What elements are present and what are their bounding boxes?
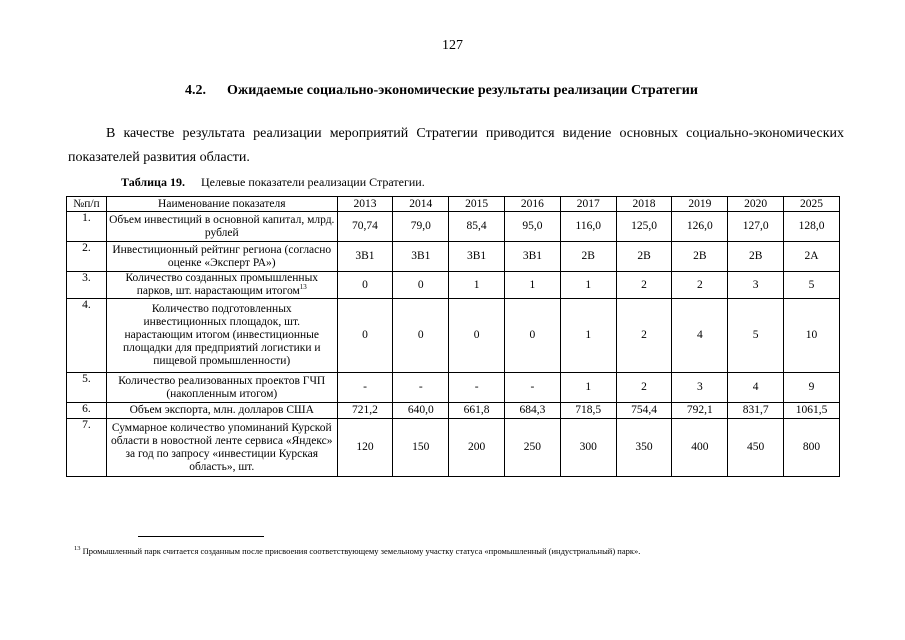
value-cell: 95,0 bbox=[505, 212, 561, 242]
row-number: 5. bbox=[67, 373, 107, 403]
value-cell: 300 bbox=[560, 419, 616, 477]
value-cell: 2 bbox=[616, 373, 672, 403]
page-number: 127 bbox=[442, 38, 463, 53]
value-cell: 1 bbox=[449, 272, 505, 299]
value-cell: 70,74 bbox=[337, 212, 393, 242]
column-header: №п/п bbox=[67, 197, 107, 212]
indicator-name bbox=[106, 419, 337, 477]
value-cell: - bbox=[505, 373, 561, 403]
value-cell: 4 bbox=[728, 373, 784, 403]
value-cell: 2B bbox=[728, 242, 784, 272]
row-number: 6. bbox=[67, 403, 107, 419]
section-heading bbox=[185, 83, 698, 99]
value-cell: 0 bbox=[449, 299, 505, 373]
value-cell: 3B1 bbox=[449, 242, 505, 272]
footnote-divider bbox=[138, 536, 264, 537]
value-cell: 116,0 bbox=[560, 212, 616, 242]
value-cell: 126,0 bbox=[672, 212, 728, 242]
column-header: 2016 bbox=[505, 197, 561, 212]
value-cell: 2 bbox=[672, 272, 728, 299]
table-caption bbox=[121, 175, 425, 190]
table-row bbox=[67, 373, 840, 403]
value-cell: 1 bbox=[560, 299, 616, 373]
column-header: 2019 bbox=[672, 197, 728, 212]
value-cell: 2B bbox=[560, 242, 616, 272]
value-cell: 3B1 bbox=[393, 242, 449, 272]
section-number: 4.2. bbox=[185, 83, 206, 98]
value-cell: 5 bbox=[728, 299, 784, 373]
table-row bbox=[67, 419, 840, 477]
indicator-name bbox=[106, 299, 337, 373]
table-row bbox=[67, 212, 840, 242]
value-cell: 10 bbox=[784, 299, 840, 373]
value-cell: 792,1 bbox=[672, 403, 728, 419]
value-cell: 250 bbox=[505, 419, 561, 477]
footnote-mark: 13 bbox=[74, 545, 81, 552]
targets-table bbox=[66, 196, 840, 477]
section-title: Ожидаемые социально-экономические результаты реализации Стратегии bbox=[227, 83, 698, 98]
value-cell: 150 bbox=[393, 419, 449, 477]
footnote-reference: 13 bbox=[299, 283, 307, 292]
column-header: 2018 bbox=[616, 197, 672, 212]
table-caption-label: Таблица 19. bbox=[121, 175, 185, 189]
value-cell: 718,5 bbox=[560, 403, 616, 419]
value-cell: - bbox=[393, 373, 449, 403]
table-row bbox=[67, 242, 840, 272]
value-cell: - bbox=[449, 373, 505, 403]
value-cell: 0 bbox=[337, 272, 393, 299]
value-cell: 1 bbox=[560, 373, 616, 403]
row-number: 2. bbox=[67, 242, 107, 272]
table-caption-text: Целевые показатели реализации Стратегии. bbox=[201, 175, 425, 189]
value-cell: 721,2 bbox=[337, 403, 393, 419]
indicator-name bbox=[106, 212, 337, 242]
value-cell: 0 bbox=[505, 299, 561, 373]
column-header: 2017 bbox=[560, 197, 616, 212]
value-cell: 2A bbox=[784, 242, 840, 272]
indicator-name-text: Объем экспорта, млн. долларов США bbox=[129, 404, 314, 416]
indicator-name-text: Количество подготовленных инвестиционных площадок, шт. нарастающим итогом (инвестиционные площадки для предприятий логистики и пищевой промышленности) bbox=[123, 303, 321, 367]
value-cell: 2B bbox=[616, 242, 672, 272]
value-cell: 0 bbox=[337, 299, 393, 373]
indicator-name bbox=[106, 403, 337, 419]
indicator-name-text: Количество реализованных проектов ГЧП (накопленным итогом) bbox=[118, 374, 326, 400]
indicator-name-text: Суммарное количество упоминаний Курской области в новостной ленте сервиса «Яндекс» за год по запросу «инвестиции Курская область», шт. bbox=[110, 421, 333, 473]
value-cell: 2 bbox=[616, 272, 672, 299]
value-cell: 831,7 bbox=[728, 403, 784, 419]
value-cell: 3B1 bbox=[505, 242, 561, 272]
value-cell: 9 bbox=[784, 373, 840, 403]
value-cell: 3B1 bbox=[337, 242, 393, 272]
value-cell: 754,4 bbox=[616, 403, 672, 419]
value-cell: 200 bbox=[449, 419, 505, 477]
row-number: 1. bbox=[67, 212, 107, 242]
indicator-name-text: Объем инвестиций в основной капитал, млрд. рублей bbox=[109, 213, 335, 239]
value-cell: - bbox=[337, 373, 393, 403]
table-row bbox=[67, 299, 840, 373]
column-header: 2014 bbox=[393, 197, 449, 212]
value-cell: 400 bbox=[672, 419, 728, 477]
value-cell: 85,4 bbox=[449, 212, 505, 242]
table-row bbox=[67, 272, 840, 299]
indicator-name bbox=[106, 373, 337, 403]
value-cell: 0 bbox=[393, 299, 449, 373]
intro-paragraph: В качестве результата реализации мероприятий Стратегии приводится видение основных социально-экономических показателей развития области. bbox=[68, 126, 844, 165]
column-header: Наименование показателя bbox=[106, 197, 337, 212]
value-cell: 661,8 bbox=[449, 403, 505, 419]
value-cell: 1061,5 bbox=[784, 403, 840, 419]
value-cell: 128,0 bbox=[784, 212, 840, 242]
column-header: 2020 bbox=[728, 197, 784, 212]
value-cell: 450 bbox=[728, 419, 784, 477]
value-cell: 2 bbox=[616, 299, 672, 373]
table-body bbox=[67, 212, 840, 477]
value-cell: 127,0 bbox=[728, 212, 784, 242]
value-cell: 2B bbox=[672, 242, 728, 272]
value-cell: 4 bbox=[672, 299, 728, 373]
row-number: 3. bbox=[67, 272, 107, 299]
table-row bbox=[67, 403, 840, 419]
value-cell: 800 bbox=[784, 419, 840, 477]
value-cell: 79,0 bbox=[393, 212, 449, 242]
indicator-name bbox=[106, 272, 337, 299]
value-cell: 1 bbox=[560, 272, 616, 299]
row-number: 4. bbox=[67, 299, 107, 373]
column-header: 2015 bbox=[449, 197, 505, 212]
column-header: 2013 bbox=[337, 197, 393, 212]
value-cell: 3 bbox=[728, 272, 784, 299]
indicator-name-text: Количество созданных промышленных парков, шт. нарастающим итогом bbox=[125, 272, 319, 297]
footnote-text: Промышленный парк считается созданным после присвоения соответствующему земельному участку статуса «промышленный (индустриальный) парк». bbox=[82, 545, 641, 556]
value-cell: 3 bbox=[672, 373, 728, 403]
table-header-row bbox=[67, 197, 840, 212]
value-cell: 120 bbox=[337, 419, 393, 477]
indicator-name bbox=[106, 242, 337, 272]
column-header: 2025 bbox=[784, 197, 840, 212]
value-cell: 0 bbox=[393, 272, 449, 299]
value-cell: 5 bbox=[784, 272, 840, 299]
row-number: 7. bbox=[67, 419, 107, 477]
value-cell: 684,3 bbox=[505, 403, 561, 419]
value-cell: 125,0 bbox=[616, 212, 672, 242]
value-cell: 350 bbox=[616, 419, 672, 477]
value-cell: 640,0 bbox=[393, 403, 449, 419]
indicator-name-text: Инвестиционный рейтинг региона (согласно оценке «Эксперт РА») bbox=[112, 243, 332, 269]
footnote bbox=[74, 545, 640, 556]
value-cell: 1 bbox=[505, 272, 561, 299]
